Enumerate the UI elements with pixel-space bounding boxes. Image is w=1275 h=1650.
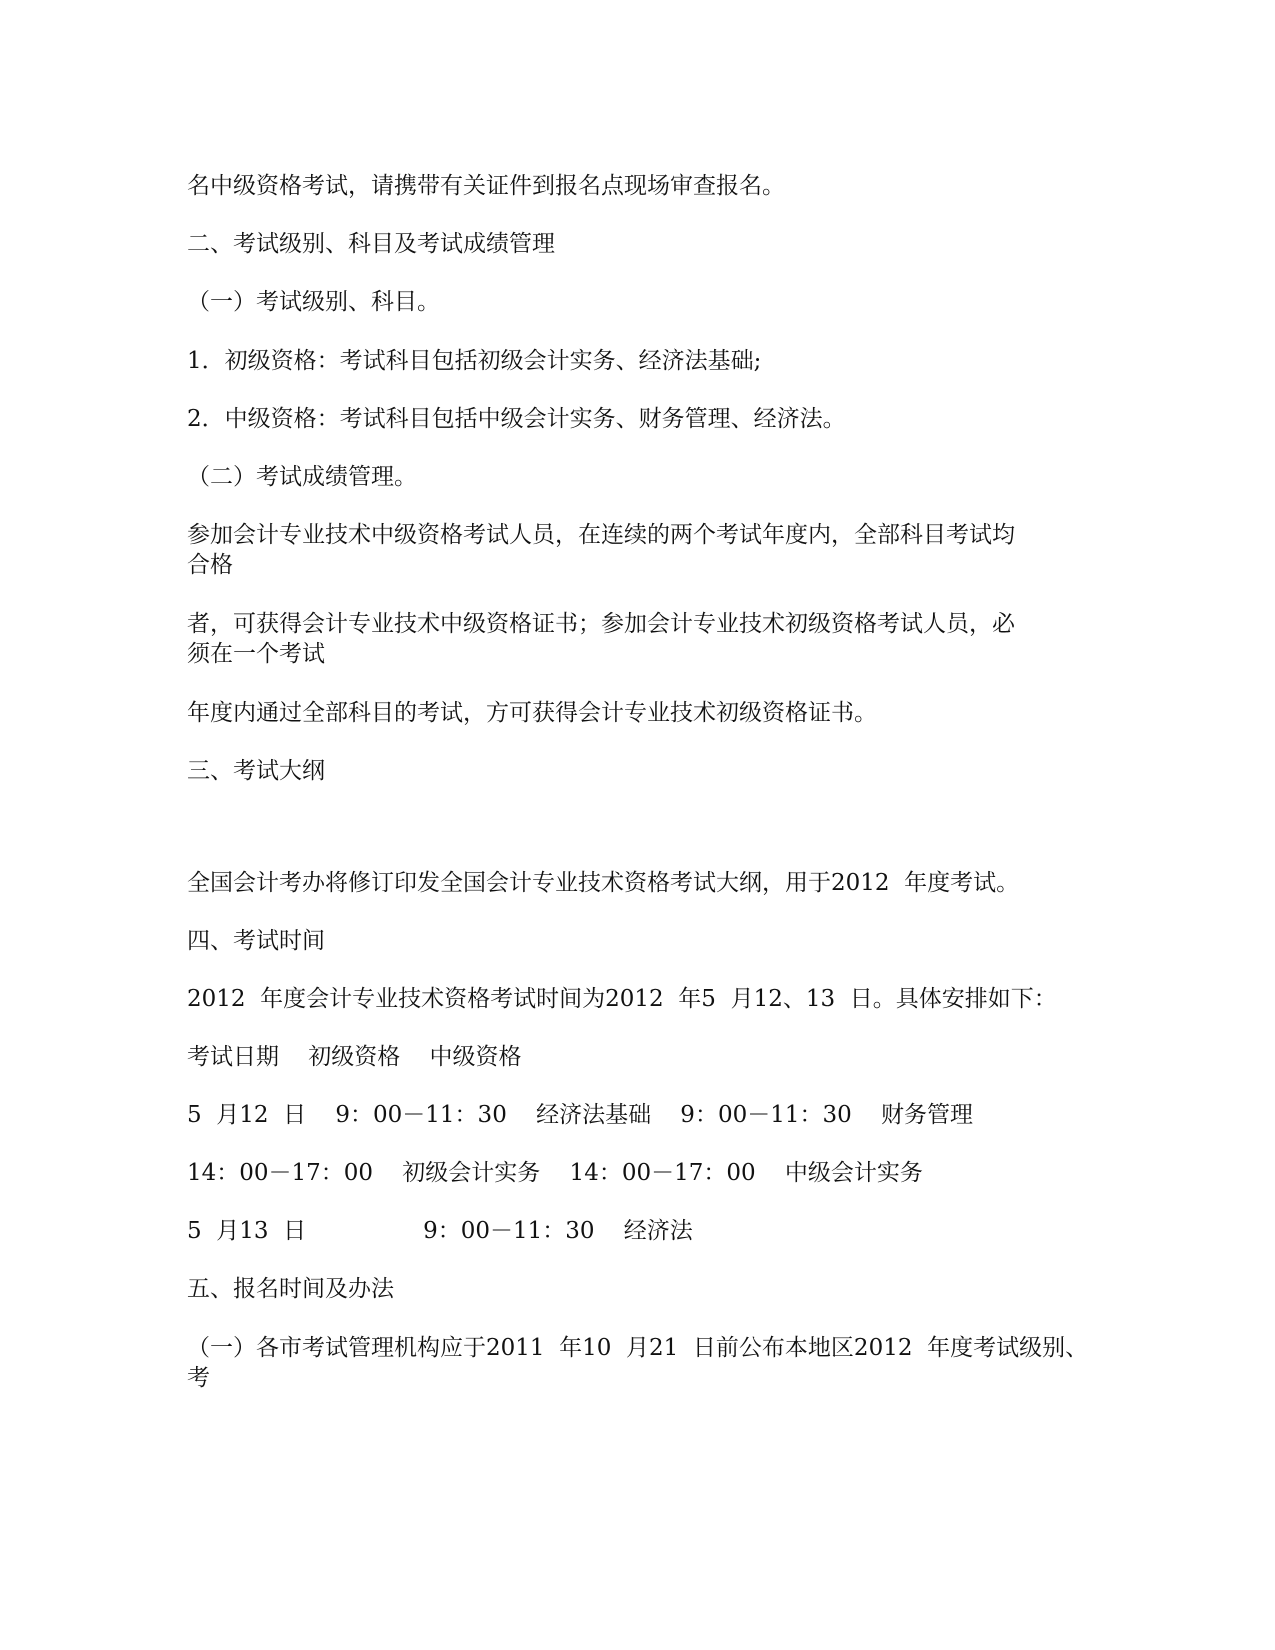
subsection-heading: （一）考试级别、科目。: [187, 289, 440, 315]
section-heading: 四、考试时间: [187, 928, 325, 954]
text-line: 须在一个考试: [187, 641, 325, 667]
schedule-row: 14：00－17：00 初级会计实务 14：00－17：00 中级会计实务: [187, 1160, 923, 1186]
list-item: 2．中级资格：考试科目包括中级会计实务、财务管理、经济法。: [187, 406, 846, 432]
text-line: 参加会计专业技术中级资格考试人员，在连续的两个考试年度内，全部科目考试均: [187, 522, 1015, 548]
text-line: 考: [187, 1365, 210, 1391]
schedule-row: 5 月12 日 9：00－11：30 经济法基础 9：00－11：30 财务管理: [187, 1102, 973, 1128]
subsection-heading: （二）考试成绩管理。: [187, 464, 417, 490]
schedule-row: 5 月13 日 9：00－11：30 经济法: [187, 1218, 693, 1244]
text-line: 合格: [187, 552, 233, 578]
text-line: （一）各市考试管理机构应于2011 年10 月21 日前公布本地区2012 年度考试级别、: [187, 1335, 1089, 1361]
section-heading: 二、考试级别、科目及考试成绩管理: [187, 231, 555, 257]
text-line: 者，可获得会计专业技术中级资格证书；参加会计专业技术初级资格考试人员，必: [187, 611, 1015, 637]
text-line: 全国会计考办将修订印发全国会计专业技术资格考试大纲，用于2012 年度考试。: [187, 870, 1020, 896]
text-line: 年度内通过全部科目的考试，方可获得会计专业技术初级资格证书。: [187, 700, 877, 726]
list-item: 1．初级资格：考试科目包括初级会计实务、经济法基础;: [187, 348, 762, 374]
section-heading: 三、考试大纲: [187, 758, 325, 784]
text-line: 名中级资格考试，请携带有关证件到报名点现场审查报名。: [187, 173, 785, 199]
section-heading: 五、报名时间及办法: [187, 1276, 394, 1302]
schedule-header: 考试日期 初级资格 中级资格: [187, 1044, 522, 1070]
text-line: 2012 年度会计专业技术资格考试时间为2012 年5 月12、13 日。具体安排如下：: [187, 986, 1057, 1012]
